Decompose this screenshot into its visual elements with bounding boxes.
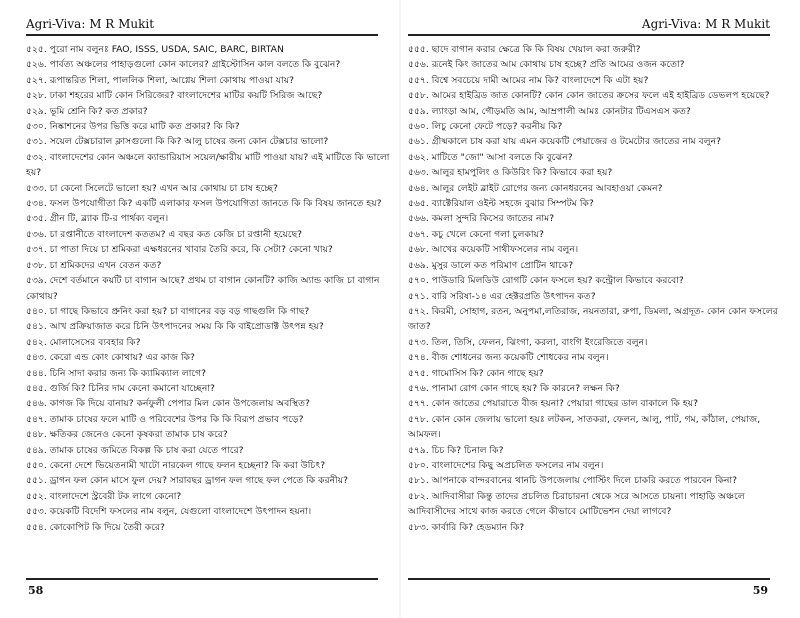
question-item: ৫৩৪. ফসল উপযোগীতা কি? একটি এলাকার ফসল উপযোগিতা জানতে কি কি বিষয় জানতে হয়?	[26, 198, 382, 210]
question-item: ৫৬৭. কচু খেলে কেনো গলা চুলকায়?	[408, 228, 544, 240]
question-item: ৫২৮. ঢাকা শহরের মাটি কোন সিরিজের? বাংলাদেশের মাটির কয়টি সিরিজ আছে?	[26, 90, 323, 102]
question-item: ৫২৫. পুরো নাম বলুনঃ FAO, ISSS, USDA, SAIC, BARC, BIRTAN	[26, 44, 284, 55]
question-item: ৫৪৭. তামাক চাষের ফলে মাটি ও পরিবেশের উপর কি কি বিরূপ প্রভাব পড়ে?	[26, 413, 304, 425]
question-item: ৫৪৪. চিনি সাদা করার জন্য কি ক্যামিক্যাল লাগে?	[26, 367, 206, 379]
question-item: ৫৪২. মোলাসেসের ব্যবহার কি?	[26, 336, 141, 348]
question-item: ৫৫২. বাংলাদেশে স্ট্রবেরী টক লাগে কেনো?	[26, 490, 182, 502]
question-item: ৫৭৪. বীজ শোধনের জন্য কয়েকটি শোধকের নাম বলুন।	[408, 352, 609, 364]
left-page-number: 58	[28, 584, 44, 597]
right-page-number: 59	[752, 584, 768, 597]
question-item: ৫৩৬. চা রপ্তানীতে বাংলাদেশ কততম? এ বছর কত কেজি চা রপ্তানী হয়েছে?	[26, 228, 303, 240]
right-page-header: Agri-Viva: M R Mukit	[408, 14, 770, 36]
question-item: ৫৫১. ড্রাগন ফল কোন মাসে ফুল দেয়? সারাবছর ড্রাগন ফল গাছে ফল পেতে কি করনীয়?	[26, 475, 349, 487]
question-item: ৫৭৯. চিচ কি? চিনাল কি?	[408, 444, 504, 456]
question-item: ৫৩০. নিষ্কাশনের উপর ভিত্তি করে মাটি কত প্রকার? কি কি?	[26, 121, 240, 133]
question-item: ৫৭৩. তিল, তিসি, ফেলন, ঝিংগা, করলা, বাংগি ইংরেজিতে বলুন।	[408, 336, 648, 348]
question-item: ৫৪৩. কেরো এন্ড কোং কোথায়? এর কাজ কি?	[26, 352, 195, 364]
question-item: ৫৪৯. তামাক চাষের জমিতে বিকল্প কি চাষ করা যেতে পারে?	[26, 444, 244, 456]
question-item: ৫৫৫. ছাদে বাগান করার ক্ষেত্রে কি কি বিষয় খেয়াল করা জরুরী?	[408, 44, 641, 55]
question-item: ৫৬৪. আলুর লেইট ব্লাইট রোগের জন্য কোনধরনের আবহাওয়া কেমন?	[408, 182, 663, 194]
question-item: ৫৪০. চা গাছে কিভাবে প্রুনিং করা হয়? চা বাগানের বড় বড় গাছগুলি কি গাছ?	[26, 305, 310, 317]
question-item: ৫৩৩. চা কেনো সিলেটে ভালো হয়? এখন আর কোথায় চা চাষ হচ্ছে?	[26, 182, 278, 194]
question-item: ৫৬০. লিচু কেনো ফেটে পড়ে? করনীয় কি?	[408, 121, 563, 133]
question-item: ৫৪৫. গুর্জি কি? চিনির দাম কেনো কমানো যাচ্ছেনা?	[26, 382, 215, 394]
question-item: ৫৭৫. গামোসিস কি? কোন গাছে হয়?	[408, 367, 544, 379]
question-item: ৫৬৬. কমলা সুন্দরি কিসের জাতের নাম?	[408, 213, 555, 225]
question-item: ৫৬৮. আখের কয়েকটি সাথীফসলের নাম বলুন।	[408, 244, 579, 256]
question-item: ৫৪১. আখ প্রক্রিয়াজাত করে চিনি উৎপাদনের সময় কি কি বাইপ্রোডাক্ট উৎপন্ন হয়?	[26, 321, 324, 333]
question-item: ৫৫৯. ল্যাংড়া আম, গৌড়মতি আম, আম্রপালী আমঃ কোনটার টিএসএস কত?	[408, 105, 691, 117]
question-item: ৫৭১. বারি সরিষা-১৪ এর হেক্টরপ্রতি উৎপাদন কত?	[408, 290, 596, 302]
question-item: ৫৩৮. চা শ্রমিকদের এখন বেতন কত?	[26, 259, 162, 271]
question-item: ৫৩৫. গ্রীন টি, ব্ল্যাক টি-র পার্থক্য বলুন।	[26, 213, 169, 225]
left-question-list	[26, 42, 392, 535]
left-page-header: Agri-Viva: M R Mukit	[26, 14, 378, 36]
left-page-footer	[26, 578, 378, 600]
question-item: ৫৫৮. আমের হাইব্রিড জাত কোনটি? কোন কোন জাতের ক্রসের ফলে এই হাইব্রিড ডেভলপ হয়েছে?	[408, 90, 770, 102]
question-item: ৫২৯. ভূমি শ্রেনি কি? কত প্রকার?	[26, 105, 148, 117]
question-item: ৫৭৭. কোন জাতের পেয়ারাতে বীজ হয়না? পেয়ারা গাছের ডাল বাকালে কি হয়?	[408, 398, 698, 410]
right-page	[400, 0, 800, 618]
question-item: ৫৭২. কিরমী, সোহাগ, রতন, অনুপমা,লতিরাজ, নয়নতারা, রুপা, ডিমলা, অগ্রদূত- কোন কোন ফসলের জাত?	[408, 305, 778, 333]
question-item: ৫২৬. পার্বত্য অঞ্চলের পাহাড়গুলো কোন কালের? গ্রাইস্টোসিন কাল বলতে কি বুঝেন?	[26, 59, 341, 71]
right-question-list	[408, 42, 780, 535]
question-item: ৫৬২. মাটিতে "জো" আসা বলতে কি বুঝেন?	[408, 151, 573, 163]
question-item: ৫৭০. পাউডারি মিলডিউ রোগটি কোন ফসলে হয়? কন্ট্রোল কিভাবে করবো?	[408, 275, 684, 287]
question-item: ৫৫৩. কয়েকটি বিদেশি ফসলের নাম বলুন, যেগুলো বাংলাদেশে উৎপাদন হয়না।	[26, 506, 312, 518]
question-item: ৫৫৬. রূনেই কিং জাতের আম কোথায় চাষ হচ্ছে? প্রতি আমের ওজন কতো?	[408, 59, 685, 71]
question-item: ৫৮০. বাংলাদেশের কিছু অপ্রচলিত ফসলের নাম বলুন।	[408, 459, 604, 471]
question-item: ৫৪৮. ক্ষতিকর জেনেও কেনো কৃষকরা তামাক চাষ করে?	[26, 429, 228, 441]
question-item: ৫৭৮. কোন কোন জেলায় ভালো হয়ঃ লটকন, সাতকরা, ফেলন, আলু, পাট, গম, কাঁঠাল, পেয়াজ, আমফল।	[408, 413, 761, 441]
question-item: ৫৫০. কেনো দেশে ভিয়েতনামী খাটো নারকেল গাছে ফলন হচ্ছেনা? কি করা উচিৎ?	[26, 459, 326, 471]
question-item: ৫২৭. রূপান্তরিত শিলা, পাললিক শিলা, আগ্নেয় শিলা কোথায় পাওয়া যায়?	[26, 74, 294, 86]
question-item: ৫৭৬. পানামা রোগ কোন গাছে হয়? কি কারনে? লক্ষন কি?	[408, 382, 620, 394]
question-item: ৫৩১. সয়েল টেক্সচারাল ক্লাসগুলো কি কি? আলু চাষের জন্য কোন টেক্সচার ভালো?	[26, 136, 329, 148]
question-item: ৫৮৩. কার্বারি কি? হেডম্যান কি?	[408, 521, 525, 533]
question-item: ৫৬৩. আলুর হামপুলিং ও কিউরিং কি? কিভাবে করা হয়?	[408, 167, 613, 179]
question-item: ৫৬৫. ব্যাক্টেরিয়াল ওইল্ট সহজে বুঝার সিম্পটম কি?	[408, 198, 594, 210]
question-item: ৫৫৭. বিশ্বে সবচেয়ে দামী আমের নাম কি? বাংলাদেশে কি এটা হয়?	[408, 74, 649, 86]
question-item: ৫৩৯. দেশে বর্তমানে কয়টি চা বাগান আছে? প্রথম চা বাগান কোনটি? কাজি অ্যান্ড কাজি চা বাগান কোথায়?	[26, 275, 380, 302]
question-item: ৫৮১. আপনাকে বান্দরবানের থানচি উপজেলায় পোস্টিং দিলে চাকরি করতে পারবেন কিনা?	[408, 475, 738, 487]
question-item: ৫৫৪. কোকোপিট কি দিয়ে তৈরী করে?	[26, 521, 165, 533]
question-item: ৫৩২. বাংলাদেশের কোন অঞ্চলে ক্যান্ডারিয়াস সয়েল/ক্ষারীয় মাটি পাওয়া যায়? এই মাটিতে কি ভালো হয়?	[26, 151, 390, 179]
question-item: ৫৪৬. কাগজ কি দিয়ে বানায়? কর্নফুলী পেপার মিল কোন উপজেলায় অবস্থিত?	[26, 398, 310, 410]
question-item: ৫৩৭. চা পাতা দিয়ে চা শ্রমিকরা এক্ষধরনের খাবার তৈরি করে, কি সেটা? কেনো খায়?	[26, 244, 333, 256]
question-item: ৫৬১. গ্রীষ্মকালে চাষ করা যায় এমন কয়েকটি পেয়াজের ও টমেটোর জাতের নাম বলুন?	[408, 136, 721, 148]
right-page-footer	[408, 578, 770, 600]
question-item: ৫৮২. আদিবাসীরা কিন্তু তাদের প্রচলিত চিরাচারনা থেকে সরে আসতে চায়না। পাহাড়ি অঞ্চলে আদিবাসীদের সাথে কাজ করতে গেলে কীভাবে মোটিভেশন দেয়া লাগবে?	[408, 490, 745, 518]
question-item: ৫৬৯. মুসুর ডালে কত পরিমাণ প্রোটিন থাকে?	[408, 259, 574, 271]
